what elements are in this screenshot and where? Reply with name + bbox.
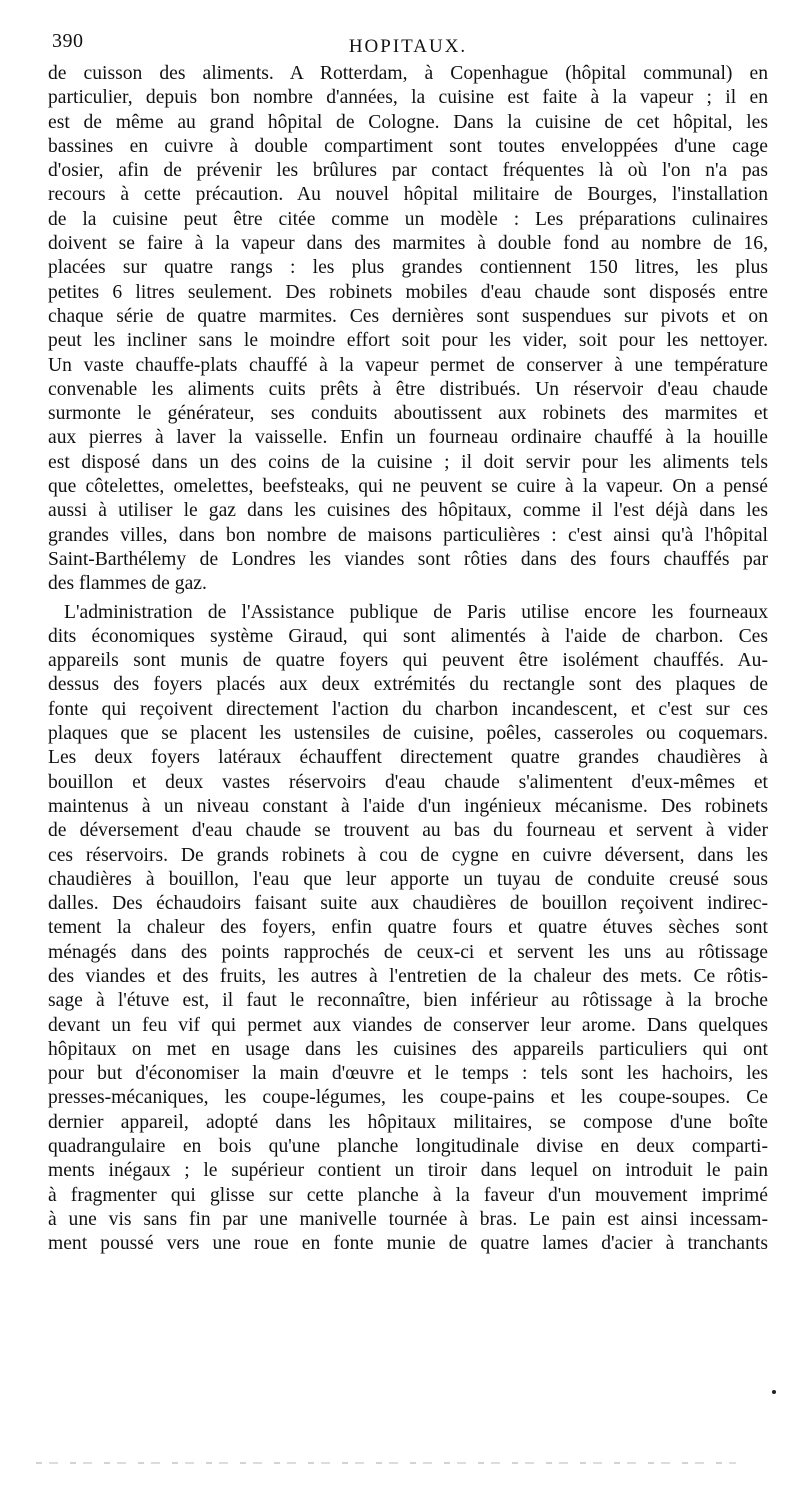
- scan-artifact-line: [36, 1462, 736, 1464]
- text-line: dalles. Des échaudoirs faisant suite aux chaudières de bouillon reçoivent indirec-: [48, 893, 768, 915]
- text-line: chaudières à bouillon, l'eau que leur apporte un tuyau de conduite creusé sous: [48, 868, 768, 890]
- text-line: petites 6 litres seulement. Des robinets mobiles d'eau chaude sont disposés entre: [48, 281, 768, 303]
- text-line: pour but d'économiser la main d'œuvre et le temps : tels sont les hachoirs, les: [48, 1063, 768, 1085]
- text-line: particulier, depuis bon nombre d'années, la cuisine est faite à la vapeur ; il en: [48, 87, 768, 109]
- text-line: convenable les aliments cuits prêts à être distribués. Un réservoir d'eau chaude: [48, 378, 768, 400]
- text-line: Saint-Barthélemy de Londres les viandes sont rôties dans des fours chauffés par: [48, 548, 768, 570]
- body-text: [48, 62, 768, 1257]
- text-line: surmonte le générateur, ses conduits aboutissent aux robinets des marmites et: [48, 403, 768, 425]
- text-line: sage à l'étuve est, il faut le reconnaître, bien inférieur au rôtissage à la broche: [48, 990, 768, 1012]
- paragraph-giraud-stoves: [48, 601, 768, 1257]
- text-line: devant un feu vif qui permet aux viandes de conserver leur arome. Dans quelques: [48, 1014, 768, 1036]
- text-line: aussi à utiliser le gaz dans les cuisines des hôpitaux, comme il l'est déjà dans les: [48, 500, 768, 522]
- text-line: est disposé dans un des coins de la cuisine ; il doit servir pour les aliments tels: [48, 451, 768, 473]
- text-line: grandes villes, dans bon nombre de maisons particulières : c'est ainsi qu'à l'hôpital: [48, 524, 768, 546]
- text-line: à fragmenter qui glisse sur cette planche à la faveur d'un mouvement imprimé: [48, 1184, 768, 1206]
- text-line: ces réservoirs. De grands robinets à cou de cygne en cuivre déversent, dans les: [48, 844, 768, 866]
- text-line: des flammes de gaz.: [48, 573, 207, 595]
- text-line: à une vis sans fin par une manivelle tournée à bras. Le pain est ainsi incessam-: [48, 1208, 768, 1230]
- text-line: est de même au grand hôpital de Cologne. Dans la cuisine de cet hôpital, les: [48, 111, 768, 133]
- text-line: quadrangulaire en bois qu'une planche longitudinale divise en deux comparti-: [48, 1136, 768, 1158]
- text-line: placées sur quatre rangs : les plus grandes contiennent 150 litres, les plus: [48, 257, 768, 279]
- text-line: hôpitaux on met en usage dans les cuisines des appareils particuliers qui ont: [48, 1038, 768, 1060]
- text-line: peut les incliner sans le moindre effort soit pour les vider, soit pour les nettoyer.: [48, 330, 768, 352]
- text-line: dits économiques système Giraud, qui sont alimentés à l'aide de charbon. Ces: [48, 625, 768, 647]
- text-line: chaque série de quatre marmites. Ces dernières sont suspendues sur pivots et on: [48, 305, 768, 327]
- text-line: bassines en cuivre à double compartiment sont toutes enveloppées d'une cage: [48, 135, 768, 157]
- text-line: de la cuisine peut être citée comme un modèle : Les préparations culinaires: [48, 208, 768, 230]
- paragraph-kitchen-steam-cooking: [48, 62, 768, 597]
- ink-speck: [772, 1390, 776, 1394]
- text-line: recours à cette précaution. Au nouvel hôpital militaire de Bourges, l'installation: [48, 184, 768, 206]
- text-line: bouillon et deux vastes réservoirs d'eau chaude s'alimentent d'eux-mêmes et: [48, 771, 768, 793]
- text-line: de déversement d'eau chaude se trouvent au bas du fourneau et servent à vider: [48, 820, 768, 842]
- text-line: Un vaste chauffe-plats chauffé à la vapeur permet de conserver à une température: [48, 354, 768, 376]
- text-line: presses-mécaniques, les coupe-légumes, les coupe-pains et les coupe-soupes. Ce: [48, 1087, 768, 1109]
- text-line: ment poussé vers une roue en fonte munie de quatre lames d'acier à tranchants: [48, 1233, 768, 1255]
- text-line: que côtelettes, omelettes, beefsteaks, qui ne peuvent se cuire à la vapeur. On a pensé: [48, 476, 768, 498]
- text-line: de cuisson des aliments. A Rotterdam, à Copenhague (hôpital communal) en: [48, 63, 768, 84]
- text-line: maintenus à un niveau constant à l'aide d'un ingénieux mécanisme. Des robinets: [48, 795, 768, 817]
- text-line: ménagés dans des points rapprochés de ceux-ci et servent les uns au rôtissage: [48, 941, 768, 963]
- text-line: tement la chaleur des foyers, enfin quatre fours et quatre étuves sèches sont: [48, 917, 768, 939]
- text-line: plaques que se placent les ustensiles de cuisine, poêles, casseroles ou coquemars.: [48, 723, 768, 745]
- text-line: fonte qui reçoivent directement l'action du charbon incandescent, et c'est sur ces: [48, 698, 768, 720]
- section-title: HOPITAUX.: [348, 36, 468, 57]
- text-line: dernier appareil, adopté dans les hôpitaux militaires, se compose d'une boîte: [48, 1111, 768, 1133]
- text-line: aux pierres à laver la vaisselle. Enfin un fourneau ordinaire chauffé à la houille: [48, 427, 768, 449]
- running-head: [52, 30, 764, 60]
- text-line: Les deux foyers latéraux échauffent directement quatre grandes chaudières à: [48, 747, 768, 769]
- text-line: appareils sont munis de quatre foyers qui peuvent être isolément chauffés. Au-: [48, 650, 768, 672]
- text-line: L'administration de l'Assistance publique de Paris utilise encore les fourneaux: [64, 601, 768, 623]
- text-line: dessus des foyers placés aux deux extrémités du rectangle sont des plaques de: [48, 674, 768, 696]
- text-line: doivent se faire à la vapeur dans des marmites à double fond au nombre de 16,: [48, 233, 768, 255]
- text-line: d'osier, afin de prévenir les brûlures par contact fréquentes là où l'on n'a pas: [48, 160, 768, 182]
- text-line: des viandes et des fruits, les autres à l'entretien de la chaleur des mets. Ce rôtis-: [48, 965, 768, 987]
- text-line: ments inégaux ; le supérieur contient un tiroir dans lequel on introduit le pain: [48, 1160, 768, 1182]
- page-number: 390: [52, 30, 84, 52]
